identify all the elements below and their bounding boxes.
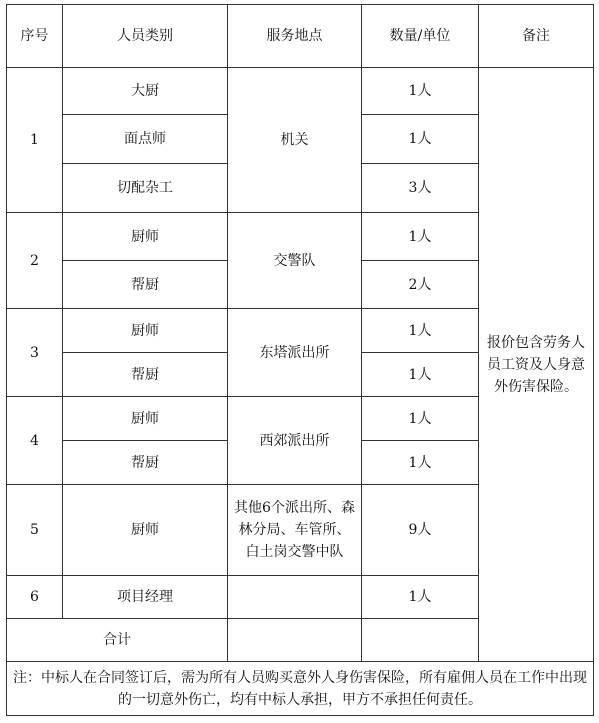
quantity-cell: 1人: [362, 353, 479, 397]
quantity-cell: 1人: [362, 213, 479, 261]
category-cell: 厨师: [63, 309, 228, 353]
location-cell: 西郊派出所: [228, 397, 362, 485]
quantity-cell: 1人: [362, 397, 479, 441]
category-cell: 帮厨: [63, 261, 228, 309]
table-row: [7, 68, 594, 115]
header-remark: 备注: [479, 5, 594, 68]
category-cell: 大厨: [63, 68, 228, 115]
quantity-cell: 1人: [362, 441, 479, 485]
quantity-cell: 1人: [362, 115, 479, 164]
header-location: 服务地点: [228, 5, 362, 68]
location-cell: 交警队: [228, 213, 362, 309]
seq-cell: 2: [7, 213, 63, 309]
seq-cell: 4: [7, 397, 63, 485]
seq-cell: 3: [7, 309, 63, 397]
seq-cell: 6: [7, 576, 63, 619]
remark-cell: 报价包含劳务人员工资及人身意外伤害保险。: [479, 68, 594, 662]
staff-table: [6, 4, 594, 716]
total-quantity-cell: [362, 619, 479, 662]
header-category: 人员类别: [63, 5, 228, 68]
total-location-cell: [228, 619, 362, 662]
category-cell: 厨师: [63, 485, 228, 576]
category-cell: 厨师: [63, 397, 228, 441]
quantity-cell: 1人: [362, 576, 479, 619]
category-cell: 项目经理: [63, 576, 228, 619]
category-cell: 切配杂工: [63, 164, 228, 213]
seq-cell: 5: [7, 485, 63, 576]
header-seq: 序号: [7, 5, 63, 68]
category-cell: 厨师: [63, 213, 228, 261]
location-cell: 东塔派出所: [228, 309, 362, 397]
quantity-cell: 3人: [362, 164, 479, 213]
header-row: [7, 5, 594, 68]
quantity-cell: 1人: [362, 68, 479, 115]
seq-cell: 1: [7, 68, 63, 213]
note-row: [7, 662, 594, 716]
category-cell: 帮厨: [63, 441, 228, 485]
category-cell: 帮厨: [63, 353, 228, 397]
location-cell: 其他6个派出所、森林分局、车管所、白土岗交警中队: [228, 485, 362, 576]
quantity-cell: 1人: [362, 309, 479, 353]
quantity-cell: 9人: [362, 485, 479, 576]
location-cell: [228, 576, 362, 619]
note-cell: 注：中标人在合同签订后，需为所有人员购买意外人身伤害保险，所有雇佣人员在工作中出现的一切意外伤亡，均有中标人承担，甲方不承担任何责任。: [7, 662, 594, 716]
total-label: 合计: [7, 619, 228, 662]
header-quantity: 数量/单位: [362, 5, 479, 68]
quantity-cell: 2人: [362, 261, 479, 309]
location-cell: 机关: [228, 68, 362, 213]
category-cell: 面点师: [63, 115, 228, 164]
